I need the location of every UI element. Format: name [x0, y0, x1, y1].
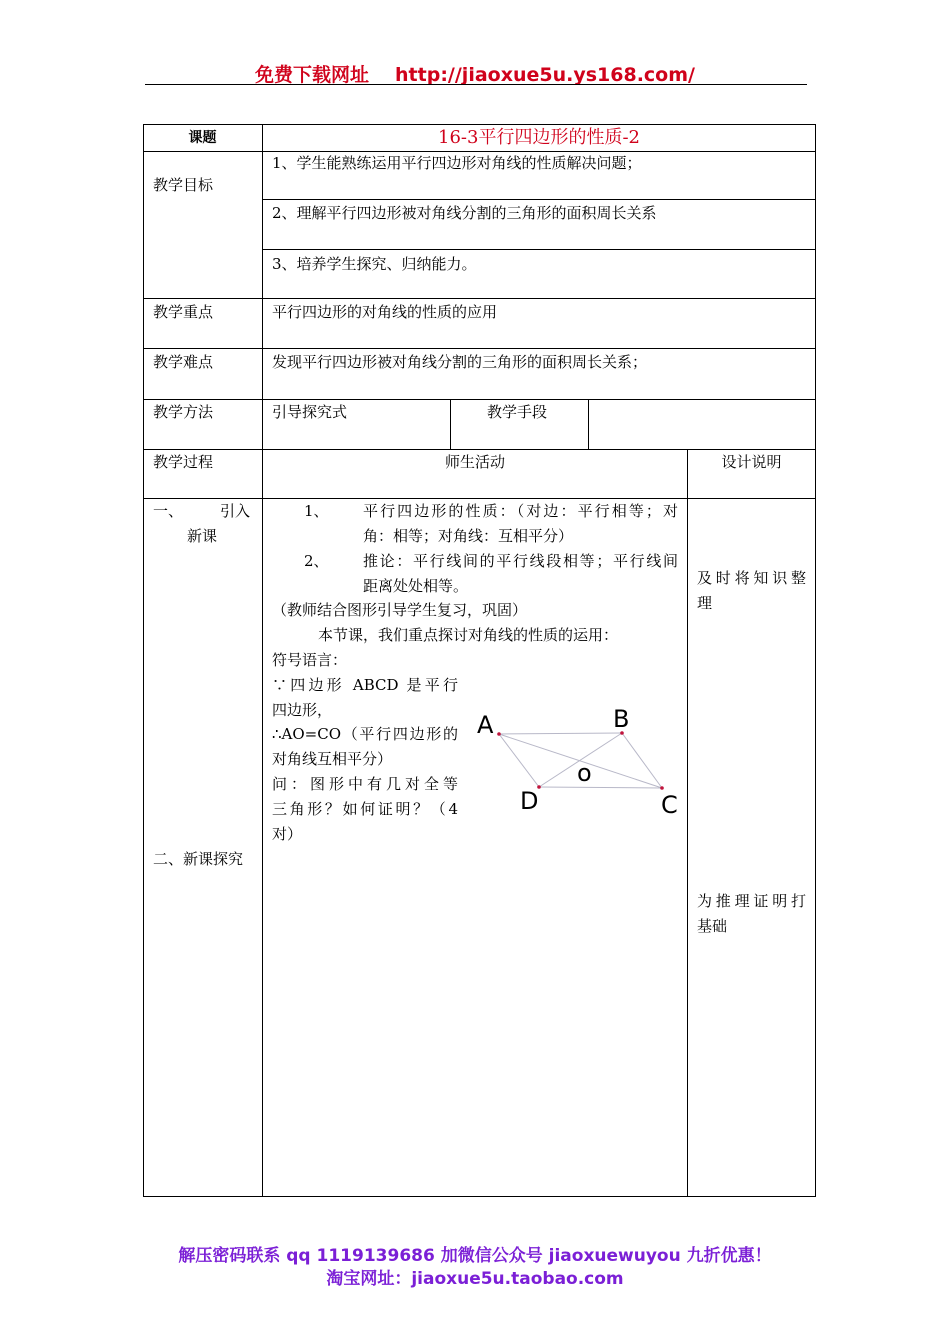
edge-da	[499, 734, 539, 787]
item1-number: 1、	[304, 502, 329, 520]
header-divider	[145, 84, 807, 85]
review-note: （教师结合图形引导学生复习，巩固）	[272, 601, 528, 619]
design-label: 设计说明	[721, 453, 782, 471]
vertex-b-label: B	[613, 705, 630, 733]
lesson-title: 16-3平行四边形的性质-2	[438, 127, 640, 148]
edge-ab	[499, 733, 622, 734]
difficulties-label: 教学难点	[153, 353, 214, 371]
vertex-c-dot	[660, 786, 664, 790]
item2-line1: 推论：平行线间的平行线段相等；平行线间	[363, 552, 678, 570]
table-divider-method	[450, 399, 451, 449]
edge-bc	[622, 733, 662, 788]
item1-line2: 角：相等；对角线：互相平分）	[363, 527, 574, 545]
table-border-top	[143, 124, 816, 125]
table-row-line	[143, 399, 816, 400]
section1-label-b: 引入	[220, 502, 251, 520]
design-note1-line1: 及时将知识整	[697, 569, 806, 587]
key-points-label: 教学重点	[153, 303, 214, 321]
page-header	[145, 60, 805, 87]
section1-label-c: 新课	[187, 527, 218, 545]
table-row-line	[262, 249, 816, 250]
key-points-text: 平行四边形的对角线的性质的应用	[272, 303, 498, 321]
parallelogram-diagram	[470, 700, 685, 825]
center-o-label: o	[577, 759, 592, 787]
objective-3: 3、培养学生探究、归纳能力。	[272, 255, 477, 273]
means-label: 教学手段	[487, 403, 548, 421]
table-row-line	[262, 199, 816, 200]
design-note1-line2: 理	[697, 594, 713, 612]
section2-label: 二、新课探究	[153, 850, 244, 868]
vertex-a-label: A	[477, 711, 494, 739]
lesson-intro: 本节课，我们重点探讨对角线的性质的运用：	[318, 626, 619, 644]
question-line1: 问：图形中有几对全等	[272, 775, 458, 793]
process-label: 教学过程	[153, 453, 214, 471]
edge-cd	[539, 787, 662, 788]
vertex-d-label: D	[520, 787, 539, 815]
method-text: 引导探究式	[272, 403, 348, 421]
activity-label: 师生活动	[444, 453, 505, 471]
therefore-line2: 对角线互相平分）	[272, 750, 393, 768]
vertex-c-label: C	[661, 791, 678, 819]
because-line1: ∵四边形 ABCD 是平行	[272, 676, 458, 694]
header-site-url[interactable]: http://jiaoxue5u.ys168.com/	[395, 64, 695, 86]
header-site-label: 免费下载网址	[255, 64, 370, 86]
symbol-language-label: 符号语言：	[272, 651, 348, 669]
table-divider-design-col	[687, 449, 688, 1196]
therefore-line1: ∴AO=CO（平行四边形的	[272, 725, 458, 743]
vertex-a-dot	[497, 732, 501, 736]
table-border-right	[815, 124, 816, 1196]
table-divider-means	[588, 399, 589, 449]
section1-label-a: 一、	[153, 502, 184, 520]
table-row-line	[143, 298, 816, 299]
item2-number: 2、	[304, 552, 329, 570]
footer-taobao-link[interactable]: 淘宝网址：jiaoxue5u.taobao.com	[326, 1269, 624, 1289]
question-line3: 对）	[272, 825, 303, 843]
question-line2: 三角形？如何证明？（4	[272, 800, 458, 818]
topic-label: 课题	[188, 130, 217, 146]
objective-2: 2、理解平行四边形被对角线分割的三角形的面积周长关系	[272, 204, 657, 222]
item1-line1: 平行四边形的性质：（对边：平行相等；对	[363, 502, 678, 520]
footer-contact: 解压密码联系 qq 1119139686 加微信公众号 jiaoxuewuyou 九折优惠！	[178, 1246, 772, 1266]
design-note2-line2: 基础	[697, 917, 728, 935]
objectives-label: 教学目标	[153, 176, 214, 194]
design-note2-line1: 为推理证明打	[697, 892, 806, 910]
difficulties-text: 发现平行四边形被对角线分割的三角形的面积周长关系；	[272, 353, 648, 371]
table-border-left	[143, 124, 144, 1196]
objective-1: 1、学生能熟练运用平行四边形对角线的性质解决问题；	[272, 154, 642, 172]
because-line2: 四边形，	[272, 701, 333, 719]
item2-line2: 距离处处相等。	[363, 577, 469, 595]
table-divider-label-col	[262, 124, 263, 1196]
method-label: 教学方法	[153, 403, 214, 421]
table-row-line	[143, 348, 816, 349]
table-border-bottom	[143, 1196, 816, 1197]
